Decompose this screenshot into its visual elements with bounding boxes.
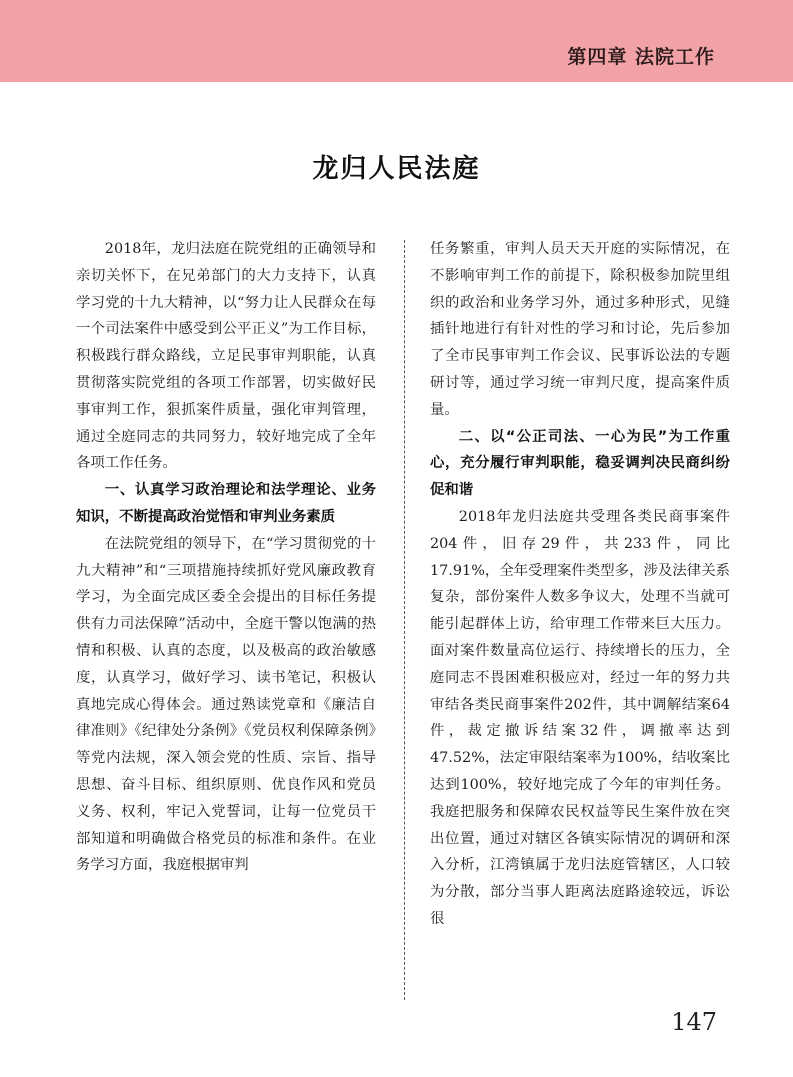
chapter-label: 第四章 法院工作 (567, 46, 715, 68)
intro-paragraph: 2018年，龙归法庭在院党组的正确领导和亲切关怀下，在兄弟部门的大力支持下，认真学习党的十九大精神，以“努力让人民群众在每一个司法案件中感受到公平正义”为工作目标，积极践行群众路线，立足民事审判职能，认真贯彻落实院党组的各项工作部署，切实做好民事审判工作，狠抓案件质量，强化审判管理，通过全庭同志的共同努力，较好地完成了全年各项工作任务。 (76, 241, 376, 472)
chapter-header-band (0, 0, 793, 82)
page-number: 147 (671, 1008, 717, 1036)
left-column (76, 236, 376, 879)
section-1-paragraph: 在法院党组的领导下，在“学习贯彻党的十九大精神”和“三项措施持续抓好党风廉政教育学习，为全面完成区委全会提出的目标任务提供有力司法保障”活动中，全庭干警以饱满的热情和积极、认真的态度，以及极高的政治敏感度，认真学习，做好学习、读书笔记，积极认真地完成心得体会。通过熟读党章和《廉洁自律准则》《纪律处分条例》《党员权利保障条例》等党内法规，深入领会党的性质、宗旨、指导思想、奋斗目标、组织原则、优良作风和党员义务、权利，牢记入党誓词，让每一位党员干部知道和明确做合格党员的标准和条件。在业务学习方面，我庭根据审判 (76, 535, 376, 874)
section-2-paragraph: 2018年龙归法庭共受理各类民商事案件204件，旧存29件，共233件，同比17.91%，全年受理案件类型多，涉及法律关系复杂，部份案件人数多争议大，处理不当就可能引起群体上访，给审理工作带来巨大压力。面对案件数量高位运行、持续增长的压力，全庭同志不畏困难积极应对，经过一年的努力共审结各类民商事案件202件，其中调解结案64件，裁定撤诉结案32件，调撤率达到47.52%，法定审限结案率为100%，结收案比达到100%，较好地完成了今年的审判任务。我庭把服务和保障农民权益等民生案件放在突出位置，通过对辖区各镇实际情况的调研和深入分析，江湾镇属于龙归法庭管辖区，人口较为分散，部分当事人距离法庭路途较远，诉讼很 (430, 508, 730, 927)
column-divider (404, 240, 405, 1000)
continued-paragraph: 任务繁重，审判人员天天开庭的实际情况，在不影响审判工作的前提下，除积极参加院里组织的政治和业务学习外，通过多种形式，见缝插针地进行有针对性的学习和讨论，先后参加了全市民事审判工作会议、民事诉讼法的专题研讨等，通过学习统一审判尺度，提高案件质量。 (430, 241, 730, 418)
section-heading-2: 二、以“公正司法、一心为民”为工作重心，充分履行审判职能，稳妥调判决民商纠纷促和谐 (430, 428, 730, 499)
article-title: 龙归人民法庭 (312, 154, 481, 184)
section-heading-1: 一、认真学习政治理论和法学理论、业务知识，不断提高政治觉悟和审判业务素质 (76, 482, 376, 525)
right-column (430, 236, 730, 933)
